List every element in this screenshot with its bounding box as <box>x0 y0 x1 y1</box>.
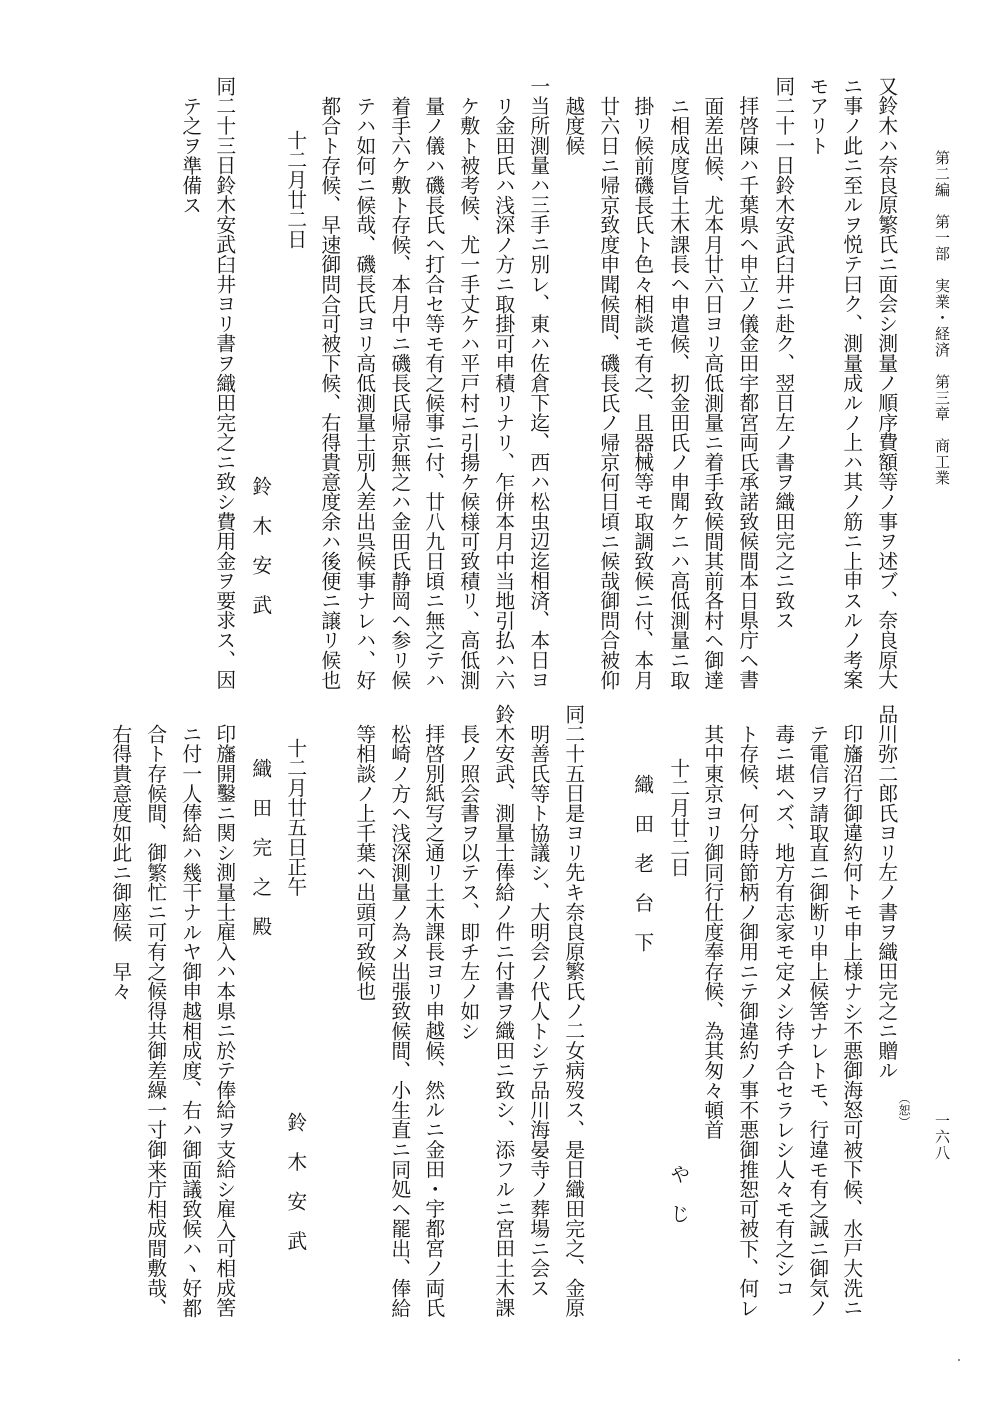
date-line: 十二月廿五日正午 <box>283 738 307 897</box>
date-line: 十二月廿二日 <box>666 758 690 877</box>
text-column: 合ト存候間、御繁忙ニ可有之候得共御差繰一寸御来庁相成間敷哉、 <box>143 724 167 1318</box>
signature-line: や じ <box>666 1164 690 1224</box>
text-column: 廿六日ニ帰京致度申聞候間、磯長氏ノ帰京何日頃ニ候哉御問合被仰 <box>596 96 620 690</box>
annotation: （恕） <box>897 1092 911 1128</box>
text-column: 都合ト存候、早速御問合可被下候、右得貴意度余ハ後便ニ譲リ候也 <box>317 96 341 690</box>
text-column: 拝啓陳ハ千葉県ヘ申立ノ儀金田宇都宮両氏承諾致候間本日県庁ヘ書 <box>735 76 759 690</box>
text-column: 一当所測量ハ三手ニ別レ、東ハ佐倉下迄、西ハ松虫辺迄相済、本日ヨ <box>526 76 550 690</box>
text-column: 印旛開鑿ニ関シ測量士雇入ハ本県ニ於テ俸給ヲ支給シ雇入可相成筈 <box>212 704 236 1318</box>
text-column: ニ付一人俸給ハ幾干ナルヤ御申越相成度、右ハ御面議致候ハヽ好都 <box>178 724 202 1318</box>
signature-line: 鈴 木 安 武 <box>248 476 272 615</box>
text-column: 毒ニ堪ヘズ、地方有志家モ定メシ待チ合セラレシ人々モ有之シコ <box>771 724 795 1298</box>
text-column: 其中東京ヨリ御同行仕度奉存候、為其匆々頓首 <box>700 724 724 1140</box>
text-column: 品川弥二郎氏ヨリ左ノ書ヲ織田完之ニ贈ル <box>874 704 898 1081</box>
text-column: 同二十一日鈴木安武臼井ニ赴ク、翌日左ノ書ヲ織田完之ニ致ス <box>771 76 795 631</box>
text-column: 量ノ儀ハ磯長氏ヘ打合セ等モ有之候事ニ付、廿八九日頃ニ無之テハ <box>421 96 445 690</box>
text-column: 明善氏等ト協議シ、大明会ノ代人トシテ品川海晏寺ノ葬場ニ会ス <box>526 724 550 1298</box>
scan-speck <box>958 1359 960 1361</box>
text-column: ニ相成度旨土木課長ヘ申遣候、扨金田氏ノ申聞ケニハ高低測量ニ取 <box>666 96 690 690</box>
text-column: 松崎ノ方ヘ浅深測量ノ為メ出張致候間、小生直ニ同処ヘ罷出、俸給 <box>387 724 411 1318</box>
text-column: テ電信ヲ請取直ニ御断リ申上候筈ナレトモ、行違モ有之誠ニ御気ノ <box>805 724 829 1318</box>
text-column: モアリト <box>805 76 829 156</box>
text-column: 鈴木安武、測量士俸給ノ件ニ付書ヲ織田ニ致シ、添フルニ宮田土木課 <box>491 704 515 1318</box>
text-column: 着手六ケ敷ト存候、本月中ニ磯長氏帰京無之ハ金田氏静岡ヘ参リ候 <box>387 96 411 690</box>
text-column: テ之ヲ準備ス <box>178 96 202 215</box>
text-column: 同二十五日是ヨリ先キ奈良原繁氏ノ二女病歿ス、是日織田完之、金原 <box>561 704 585 1318</box>
running-head: 第二編 第一部 実業・経済 第三章 商工業 <box>933 150 951 486</box>
signature-line: 鈴 木 安 武 <box>283 1112 307 1251</box>
text-column: 同二十三日鈴木安武臼井ヨリ書ヲ織田完之ニ致シ費用金ヲ要求ス、因 <box>212 76 236 690</box>
addressee-line: 織 田 老 台 下 <box>630 774 654 953</box>
text-column: 右得貴意度如此ニ御座候 早々 <box>108 724 132 1002</box>
text-column: 面差出候、尤本月廿六日ヨリ高低測量ニ着手致候間其前各村ヘ御達 <box>700 96 724 690</box>
text-column: リ金田氏ハ浅深ノ方ニ取掛可申積リナリ、乍併本月中当地引払ハ六 <box>491 96 515 690</box>
text-column: 掛リ候前磯長氏ト色々相談モ有之、且器械等モ取調致候ニ付、本月 <box>630 96 654 690</box>
page-number: 一六八 <box>933 1113 951 1161</box>
text-column: 拝啓別紙写之通リ土木課長ヨリ申越候、然ルニ金田・宇都宮ノ両氏 <box>421 704 445 1318</box>
text-column: 等相談ノ上千葉ヘ出頭可致候也 <box>352 724 376 1002</box>
date-line: 十二月廿二日 <box>283 130 307 249</box>
text-column: ト存候、何分時節柄ノ御用ニテ御違約ノ事不悪御推恕可被下、何レ <box>735 724 759 1318</box>
text-column: 長ノ照会書ヲ以テス、即チ左ノ如シ <box>456 724 480 1041</box>
text-column: 又鈴木ハ奈良原繁氏ニ面会シ測量ノ順序費額等ノ事ヲ述ブ、奈良原大 <box>874 76 898 690</box>
text-column: 越度候 <box>561 96 585 156</box>
text-column: テハ如何ニ候哉、磯長氏ヨリ高低測量士別人差出呉候事ナレハ、好 <box>352 96 376 690</box>
text-column: ニ事ノ此ニ至ルヲ悦テ曰ク、測量成ルノ上ハ其ノ筋ニ上申スルノ考案 <box>839 76 863 690</box>
addressee-line: 織 田 完 之 殿 <box>248 758 272 937</box>
text-column: 印旛沼行御違約何トモ申上様ナシ不悪御海怒可被下候、水戸大洗ニ <box>839 704 863 1318</box>
text-column: ケ敷ト被考候、尤一手丈ケハ平戸村ニ引揚ケ候様可致積リ、高低測 <box>456 96 480 690</box>
